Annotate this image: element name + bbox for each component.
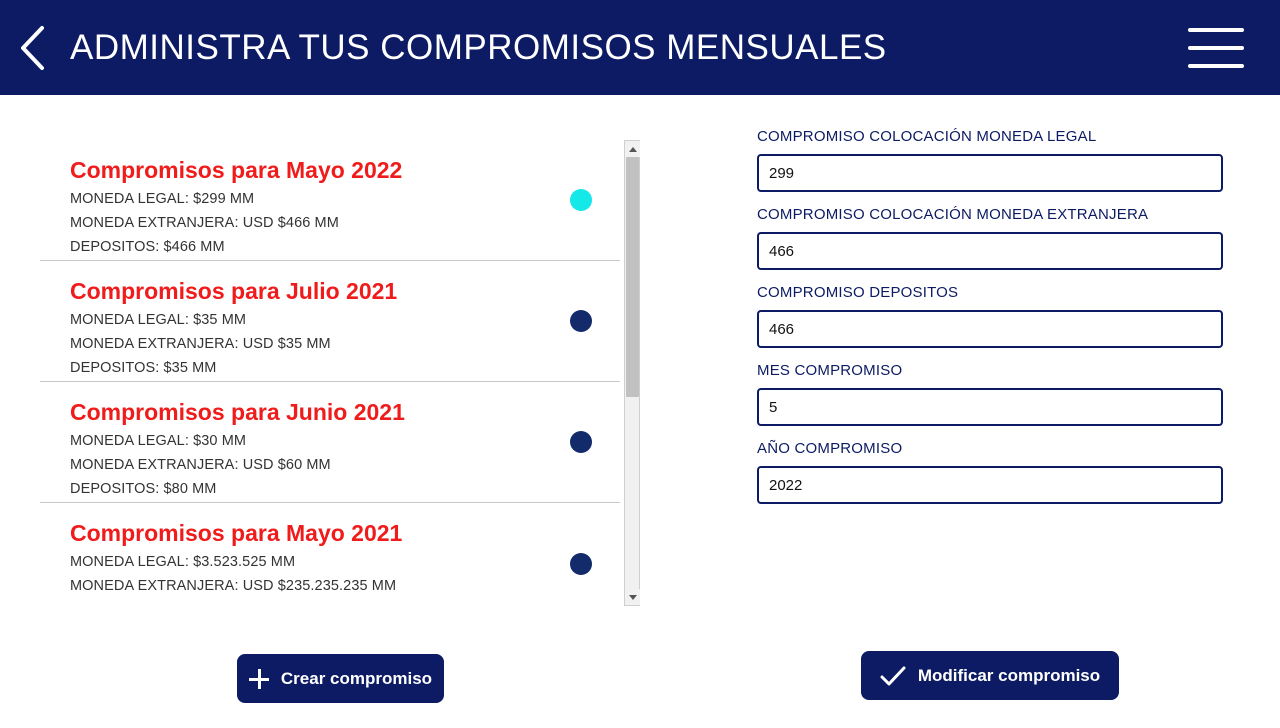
list-item-title: Compromisos para Junio 2021 — [70, 399, 405, 425]
list-item[interactable] — [40, 140, 620, 261]
list-item-deposits: DEPOSITOS: $466 MM — [70, 239, 225, 256]
list-item-title: Compromisos para Julio 2021 — [70, 278, 398, 304]
list-item-foreign: MONEDA EXTRANJERA: USD $35 MM — [70, 336, 331, 353]
chevron-left-icon — [19, 25, 45, 71]
field-label: AÑO COMPROMISO — [757, 440, 903, 457]
field-label: COMPROMISO DEPOSITOS — [757, 284, 959, 301]
app-header — [0, 0, 1280, 95]
back-button[interactable] — [0, 0, 64, 95]
list-item-legal: MONEDA LEGAL: $3.523.525 MM — [70, 554, 296, 571]
field-moneda-extranjera — [757, 206, 1223, 270]
status-dot-selected — [570, 189, 592, 211]
field-depositos — [757, 284, 1223, 348]
field-ano — [757, 440, 1223, 504]
list-item[interactable] — [40, 503, 620, 606]
list-item-foreign: MONEDA EXTRANJERA: USD $60 MM — [70, 457, 331, 474]
list-item-title: Compromisos para Mayo 2022 — [70, 157, 403, 183]
hamburger-menu-icon[interactable] — [1188, 28, 1244, 68]
list-item[interactable] — [40, 382, 620, 503]
list-scrollbar[interactable] — [624, 140, 640, 606]
scroll-down-arrow-icon[interactable] — [625, 589, 640, 605]
field-label: COMPROMISO COLOCACIÓN MONEDA EXTRANJERA — [757, 206, 1149, 223]
list-item-title: Compromisos para Mayo 2021 — [70, 520, 403, 546]
input-ano[interactable] — [757, 466, 1223, 504]
field-label: MES COMPROMISO — [757, 362, 903, 379]
commitments-list[interactable] — [40, 140, 620, 606]
list-item-legal: MONEDA LEGAL: $35 MM — [70, 312, 247, 329]
commitments-list-panel — [40, 140, 640, 606]
list-item-deposits: DEPOSITOS: $35 MM — [70, 360, 217, 377]
field-label: COMPROMISO COLOCACIÓN MONEDA LEGAL — [757, 128, 1097, 145]
input-depositos[interactable] — [757, 310, 1223, 348]
create-commitment-button[interactable] — [237, 654, 444, 703]
input-moneda-legal[interactable] — [757, 154, 1223, 192]
list-item-foreign: MONEDA EXTRANJERA: USD $235.235.235 MM — [70, 578, 397, 595]
status-dot — [570, 553, 592, 575]
modify-commitment-button[interactable] — [861, 651, 1119, 700]
status-dot — [570, 310, 592, 332]
field-moneda-legal — [757, 128, 1223, 192]
list-item[interactable] — [40, 261, 620, 382]
plus-icon — [249, 669, 269, 689]
list-item-deposits: DEPOSITOS: $80 MM — [70, 481, 217, 498]
input-mes[interactable] — [757, 388, 1223, 426]
modify-commitment-label: Modificar compromiso — [917, 665, 1101, 685]
menu-bar-2 — [1188, 46, 1244, 50]
page-title: ADMINISTRA TUS COMPROMISOS MENSUALES — [70, 27, 887, 67]
menu-bar-1 — [1188, 28, 1244, 32]
commitment-form — [757, 128, 1223, 518]
field-mes — [757, 362, 1223, 426]
create-commitment-label: Crear compromiso — [280, 668, 433, 688]
check-icon — [880, 666, 906, 686]
status-dot — [570, 431, 592, 453]
list-item-foreign: MONEDA EXTRANJERA: USD $466 MM — [70, 215, 339, 232]
list-item-legal: MONEDA LEGAL: $299 MM — [70, 191, 255, 208]
scroll-up-arrow-icon[interactable] — [625, 141, 640, 157]
menu-bar-3 — [1188, 64, 1244, 68]
scrollbar-thumb[interactable] — [626, 157, 639, 397]
input-moneda-extranjera[interactable] — [757, 232, 1223, 270]
list-item-legal: MONEDA LEGAL: $30 MM — [70, 433, 247, 450]
